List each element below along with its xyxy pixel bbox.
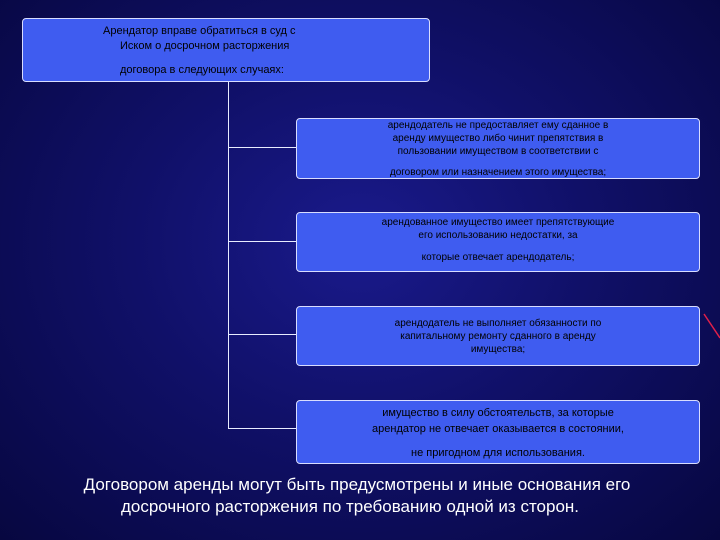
connector-branch [228,241,296,242]
case-line: арендодатель не предоставляет ему сданное в [387,120,609,131]
case-line: не пригодном для использования. [411,447,585,459]
footer-note [0,474,720,518]
root-line: договора в следующих случаях: [120,64,284,76]
case-line: арендодатель не выполняет обязанности по [394,318,602,329]
edge-accent-decoration [700,300,720,360]
case-line: аренду имущество либо чинит препятствия в [392,133,604,144]
connector-branch [228,147,296,148]
case-line: капитальному ремонту сданного в аренду [400,331,596,342]
root-line: Иском о досрочном расторжения [120,40,290,52]
case-line: пользовании имуществом в соответствии с [397,146,599,157]
connector-branch [228,428,296,429]
case-line: его использованию недостатки, за [418,230,578,241]
connector-branch [228,334,296,335]
case-line: имущества; [470,344,526,355]
connector-trunk [228,82,229,428]
case-line: арендованное имущество имеет препятствующие [381,217,615,228]
case-box-1 [296,118,700,179]
case-box-2 [296,212,700,272]
footer-line: Договором аренды могут быть предусмотрены и иные основания его [83,475,631,494]
root-box [22,18,430,82]
case-line: арендатор не отвечает оказывается в состоянии, [372,423,624,435]
root-line: Арендатор вправе обратиться в суд с [103,25,296,37]
footer-line: досрочного расторжения по требованию одной из сторон. [120,497,580,516]
case-line: договором или назначением этого имущества; [389,167,607,178]
case-line: которые отвечает арендодатель; [421,252,575,263]
case-box-3 [296,306,700,366]
case-line: имущество в силу обстоятельств, за которые [382,407,614,419]
case-box-4 [296,400,700,464]
